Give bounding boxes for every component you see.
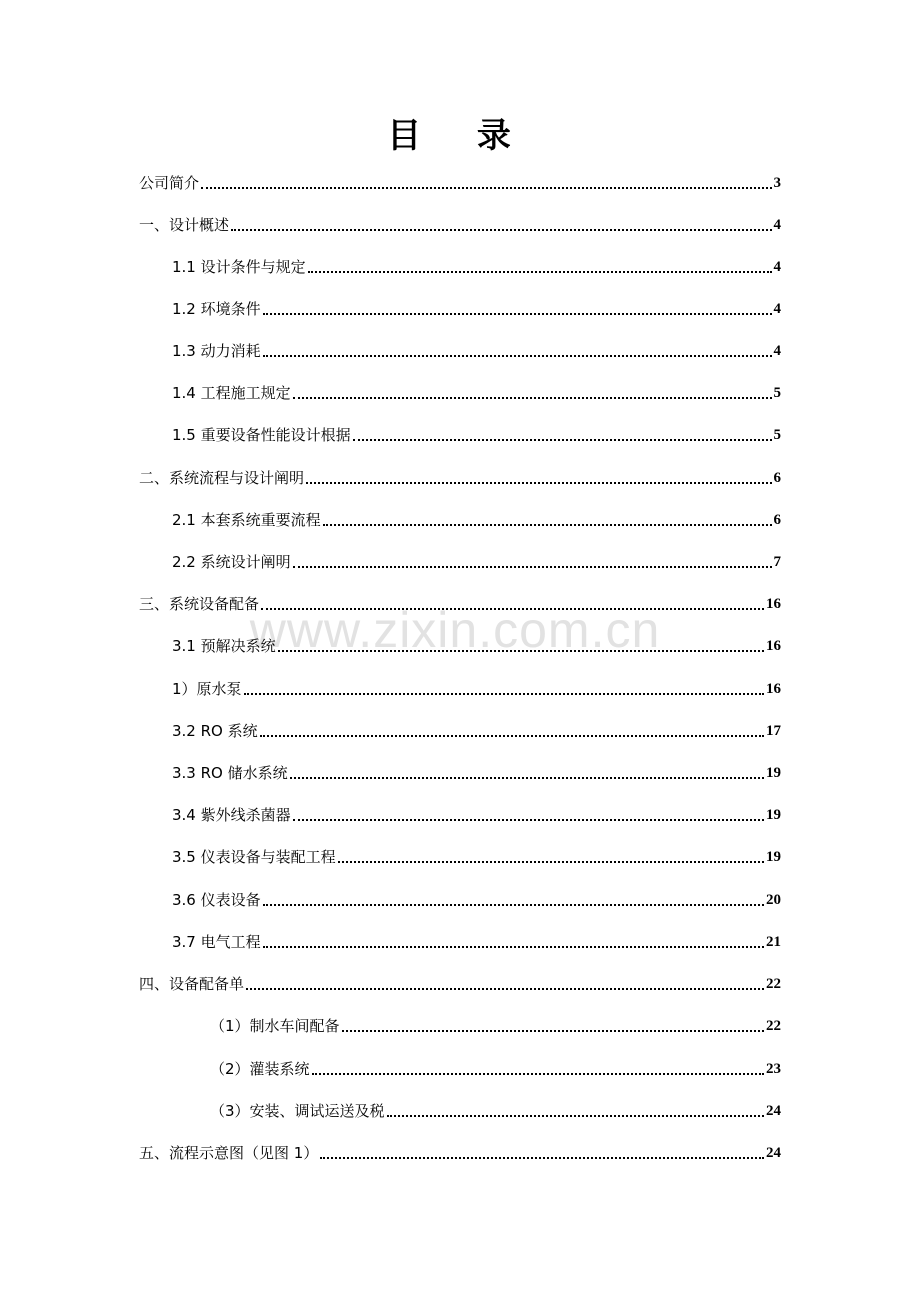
toc-page-number: 16 — [766, 638, 781, 654]
toc-entry-text: （3）安装、调试运送及税 — [210, 1102, 385, 1120]
toc-entry-3-4[interactable] — [172, 802, 781, 826]
toc-entry-text: 公司简介 — [139, 174, 200, 192]
toc-entry-1-1[interactable] — [172, 254, 781, 278]
toc-entry-company-intro[interactable] — [139, 170, 781, 194]
dot-leader — [260, 734, 764, 737]
toc-page-number: 4 — [773, 343, 781, 359]
toc-entry-2-2[interactable] — [172, 549, 781, 573]
toc-entry-text: 3.3 RO 储水系统 — [172, 764, 288, 782]
toc-page-number: 22 — [766, 1018, 781, 1034]
toc-entry-text: 1）原水泵 — [172, 680, 242, 698]
toc-entry-text: 1.2 环境条件 — [172, 300, 261, 318]
toc-entry-text: 3.6 仪表设备 — [172, 891, 261, 909]
dot-leader — [231, 228, 771, 231]
toc-entry-3-6[interactable] — [172, 887, 781, 911]
dot-leader — [263, 903, 764, 906]
dot-leader — [320, 1156, 764, 1159]
toc-entry-section-1[interactable] — [139, 212, 781, 236]
toc-entry-text: 3.4 紫外线杀菌器 — [172, 806, 291, 824]
toc-entry-4-3[interactable] — [210, 1098, 781, 1122]
toc-entry-1-2[interactable] — [172, 296, 781, 320]
toc-entry-text: 2.2 系统设计阐明 — [172, 553, 291, 571]
toc-entry-text: 1.3 动力消耗 — [172, 342, 261, 360]
toc-entry-4-2[interactable] — [210, 1056, 781, 1080]
dot-leader — [290, 776, 764, 779]
toc-page-number: 3 — [773, 175, 781, 191]
toc-entry-text: 3.7 电气工程 — [172, 933, 261, 951]
dot-leader — [387, 1114, 764, 1117]
dot-leader — [263, 312, 772, 315]
toc-page-number: 20 — [766, 892, 781, 908]
toc-page-number: 5 — [773, 427, 781, 443]
toc-entry-text: 3.2 RO 系统 — [172, 722, 258, 740]
dot-leader — [312, 1072, 764, 1075]
toc-entry-1-4[interactable] — [172, 380, 781, 404]
toc-page-number: 5 — [773, 385, 781, 401]
dot-leader — [293, 396, 772, 399]
dot-leader — [293, 818, 764, 821]
dot-leader — [353, 438, 772, 441]
toc-entry-1-5[interactable] — [172, 422, 781, 446]
toc-entry-3-3[interactable] — [172, 760, 781, 784]
toc-entry-text: （2）灌装系统 — [210, 1060, 310, 1078]
toc-page-number: 22 — [766, 976, 781, 992]
toc-page-number: 24 — [766, 1103, 781, 1119]
toc-entry-text: 1.4 工程施工规定 — [172, 384, 291, 402]
dot-leader — [278, 649, 764, 652]
toc-page-number: 16 — [766, 681, 781, 697]
dot-leader — [342, 1029, 764, 1032]
toc-entry-section-3[interactable] — [139, 591, 781, 615]
dot-leader — [323, 523, 772, 526]
dot-leader — [263, 354, 772, 357]
toc-entry-text: （1）制水车间配备 — [210, 1017, 340, 1035]
dot-leader — [308, 270, 772, 273]
toc-entry-text: 1.5 重要设备性能设计根据 — [172, 426, 351, 444]
toc-entry-2-1[interactable] — [172, 507, 781, 531]
toc-page-number: 17 — [766, 723, 781, 739]
toc-entry-3-5[interactable] — [172, 844, 781, 868]
toc-entry-3-1[interactable] — [172, 633, 781, 657]
toc-entry-1-3[interactable] — [172, 338, 781, 362]
toc-page-number: 4 — [773, 301, 781, 317]
toc-entry-section-4[interactable] — [139, 971, 781, 995]
toc-entry-text: 1.1 设计条件与规定 — [172, 258, 306, 276]
toc-entry-3-2[interactable] — [172, 718, 781, 742]
dot-leader — [261, 607, 764, 610]
toc-page-number: 21 — [766, 934, 781, 950]
toc-entry-text: 五、流程示意图（见图 1） — [139, 1144, 319, 1162]
toc-page-number: 16 — [766, 596, 781, 612]
toc-entry-text: 3.5 仪表设备与装配工程 — [172, 848, 336, 866]
page-title: 目 录 — [387, 116, 533, 156]
dot-leader — [246, 987, 764, 990]
toc-page-number: 19 — [766, 807, 781, 823]
toc-page-number: 24 — [766, 1145, 781, 1161]
toc-entry-section-5[interactable] — [139, 1140, 781, 1164]
dot-leader — [201, 186, 771, 189]
toc-entry-section-2[interactable] — [139, 465, 781, 489]
dot-leader — [244, 692, 764, 695]
toc-page-number: 6 — [773, 470, 781, 486]
toc-page-number: 19 — [766, 849, 781, 865]
toc-entry-text: 3.1 预解决系统 — [172, 637, 276, 655]
toc-page-number: 7 — [773, 554, 781, 570]
dot-leader — [306, 481, 771, 484]
toc-entry-raw-water-pump[interactable] — [172, 676, 781, 700]
toc-entry-text: 2.1 本套系统重要流程 — [172, 511, 321, 529]
toc-entry-text: 一、设计概述 — [139, 216, 230, 234]
toc-entry-3-7[interactable] — [172, 929, 781, 953]
dot-leader — [263, 945, 764, 948]
toc-page-number: 19 — [766, 765, 781, 781]
watermark: www.zixin.com.cn — [249, 602, 661, 658]
toc-page-number: 23 — [766, 1061, 781, 1077]
toc-page-number: 4 — [773, 259, 781, 275]
toc-entry-4-1[interactable] — [210, 1013, 781, 1037]
toc-page-number: 6 — [773, 512, 781, 528]
toc-entry-text: 二、系统流程与设计阐明 — [139, 469, 305, 487]
toc-entry-text: 四、设备配备单 — [139, 975, 245, 993]
toc-entry-text: 三、系统设备配备 — [139, 595, 260, 613]
dot-leader — [293, 565, 772, 568]
toc-page-number: 4 — [773, 217, 781, 233]
dot-leader — [338, 860, 764, 863]
